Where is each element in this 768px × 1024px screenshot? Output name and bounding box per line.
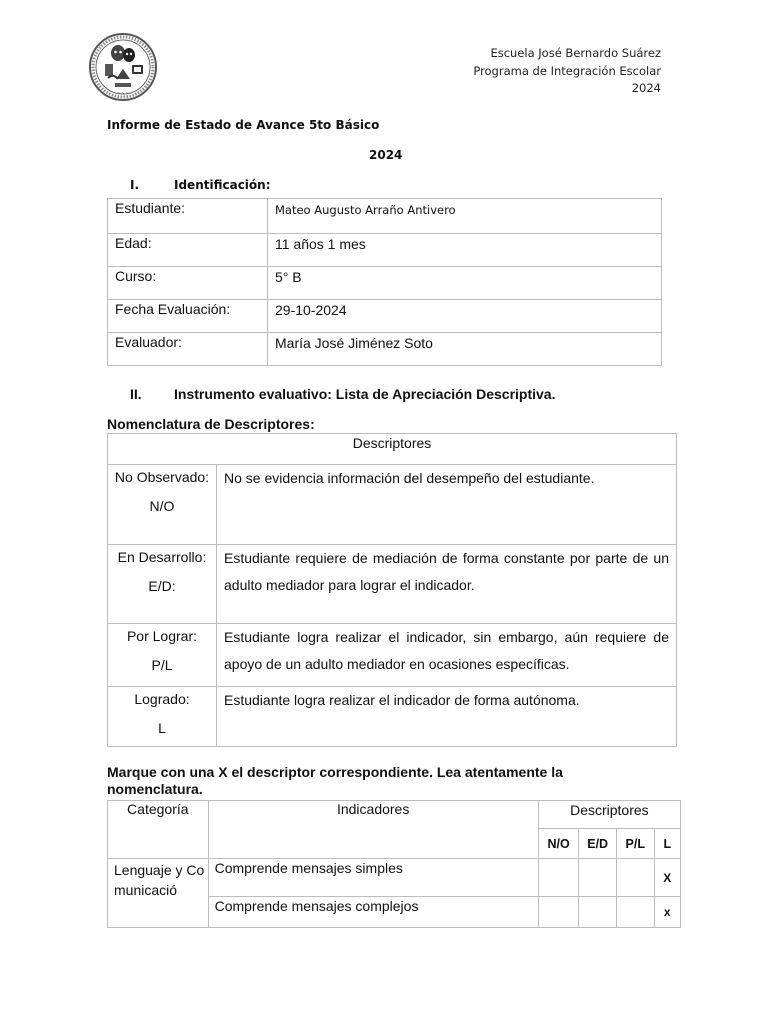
section-1-heading	[130, 178, 271, 192]
evaluator-value: María José Jiménez Soto	[268, 333, 662, 366]
age-label: Edad:	[108, 234, 268, 267]
descriptor-name: Por Lograr:	[126, 628, 198, 644]
descriptor-code: P/L	[151, 657, 173, 673]
student-label: Estudiante:	[108, 199, 268, 234]
table-row	[108, 234, 662, 267]
table-row	[108, 267, 662, 300]
table-header-row	[108, 434, 677, 465]
code-header-ed: E/D	[579, 829, 617, 859]
mark-cell	[616, 859, 654, 897]
descriptors-table	[107, 433, 677, 747]
evaluation-date-value: 29-10-2024	[268, 300, 662, 333]
course-label: Curso:	[108, 267, 268, 300]
descriptor-description: Estudiante logra realizar el indicador, sin embargo, aún requiere de apoyo de un adulto mediador en ocasiones específicas.	[217, 624, 677, 687]
svg-text:~~~: ~~~	[116, 91, 130, 97]
marking-instruction: Marque con una X el descriptor correspondiente. Lea atentamente la nomenclatura.	[107, 764, 563, 797]
mark-cell: X	[654, 859, 680, 897]
descriptor-description: Estudiante requiere de mediación de forma constante por parte de un adulto mediador para lograr el indicador.	[217, 545, 677, 624]
indicators-table	[107, 800, 681, 928]
section-1-title: Identificación:	[174, 178, 271, 192]
table-row	[108, 545, 677, 624]
table-row	[108, 199, 662, 234]
mark-cell	[579, 859, 617, 897]
descriptor-name: No Observado:	[114, 469, 210, 485]
section-2-title: Instrumento evaluativo: Lista de Apreciación Descriptiva.	[174, 386, 556, 402]
course-value: 5° B	[268, 267, 662, 300]
school-crest-icon	[88, 31, 158, 103]
evaluation-date-label: Fecha Evaluación:	[108, 300, 268, 333]
category-header: Categoría	[108, 801, 209, 859]
report-year: 2024	[369, 148, 403, 162]
mark-cell: x	[654, 897, 680, 928]
table-row	[108, 687, 677, 747]
nomenclature-title: Nomenclatura de Descriptores:	[107, 416, 315, 432]
code-header-no: N/O	[538, 829, 579, 859]
descriptor-name: Logrado:	[134, 691, 190, 707]
mark-cell	[538, 897, 579, 928]
descriptor-name: En Desarrollo:	[117, 549, 207, 565]
descriptor-code: N/O	[149, 498, 175, 514]
descriptor-description: Estudiante logra realizar el indicador de forma autónoma.	[217, 687, 677, 747]
category-cell: Lenguaje y Comunicació	[108, 859, 209, 928]
program-name: Programa de Integración Escolar	[473, 63, 661, 78]
code-header-pl: P/L	[616, 829, 654, 859]
table-header-row	[108, 801, 681, 829]
descriptor-code: L	[158, 720, 166, 736]
student-value: Mateo Augusto Arraño Antivero	[268, 199, 662, 234]
school-header	[473, 45, 661, 98]
descriptor-description: No se evidencia información del desempeño del estudiante.	[217, 465, 677, 545]
table-row	[108, 465, 677, 545]
report-title: Informe de Estado de Avance 5to Básico	[107, 118, 380, 132]
descriptor-cell	[108, 545, 217, 624]
section-2-number: II.	[130, 386, 142, 402]
indicator-cell: Comprende mensajes simples	[208, 859, 538, 897]
descriptor-cell	[108, 624, 217, 687]
indicators-header: Indicadores	[208, 801, 538, 859]
descriptor-code: E/D:	[148, 578, 176, 594]
age-value: 11 años 1 mes	[268, 234, 662, 267]
mark-cell	[579, 897, 617, 928]
descriptors-header: Descriptores	[538, 801, 680, 829]
table-row	[108, 300, 662, 333]
section-1-number: I.	[130, 178, 140, 192]
mark-cell	[616, 897, 654, 928]
descriptors-header: Descriptores	[108, 434, 677, 465]
identification-table	[107, 198, 662, 366]
section-2-heading	[130, 386, 556, 402]
code-header-l: L	[654, 829, 680, 859]
table-row	[108, 624, 677, 687]
table-row	[108, 859, 681, 897]
header-year: 2024	[631, 81, 661, 95]
mark-cell	[538, 859, 579, 897]
school-name: Escuela José Bernardo Suárez	[490, 46, 661, 60]
table-row	[108, 333, 662, 366]
indicator-cell: Comprende mensajes complejos	[208, 897, 538, 928]
descriptor-cell	[108, 687, 217, 747]
descriptor-cell	[108, 465, 217, 545]
evaluator-label: Evaluador:	[108, 333, 268, 366]
